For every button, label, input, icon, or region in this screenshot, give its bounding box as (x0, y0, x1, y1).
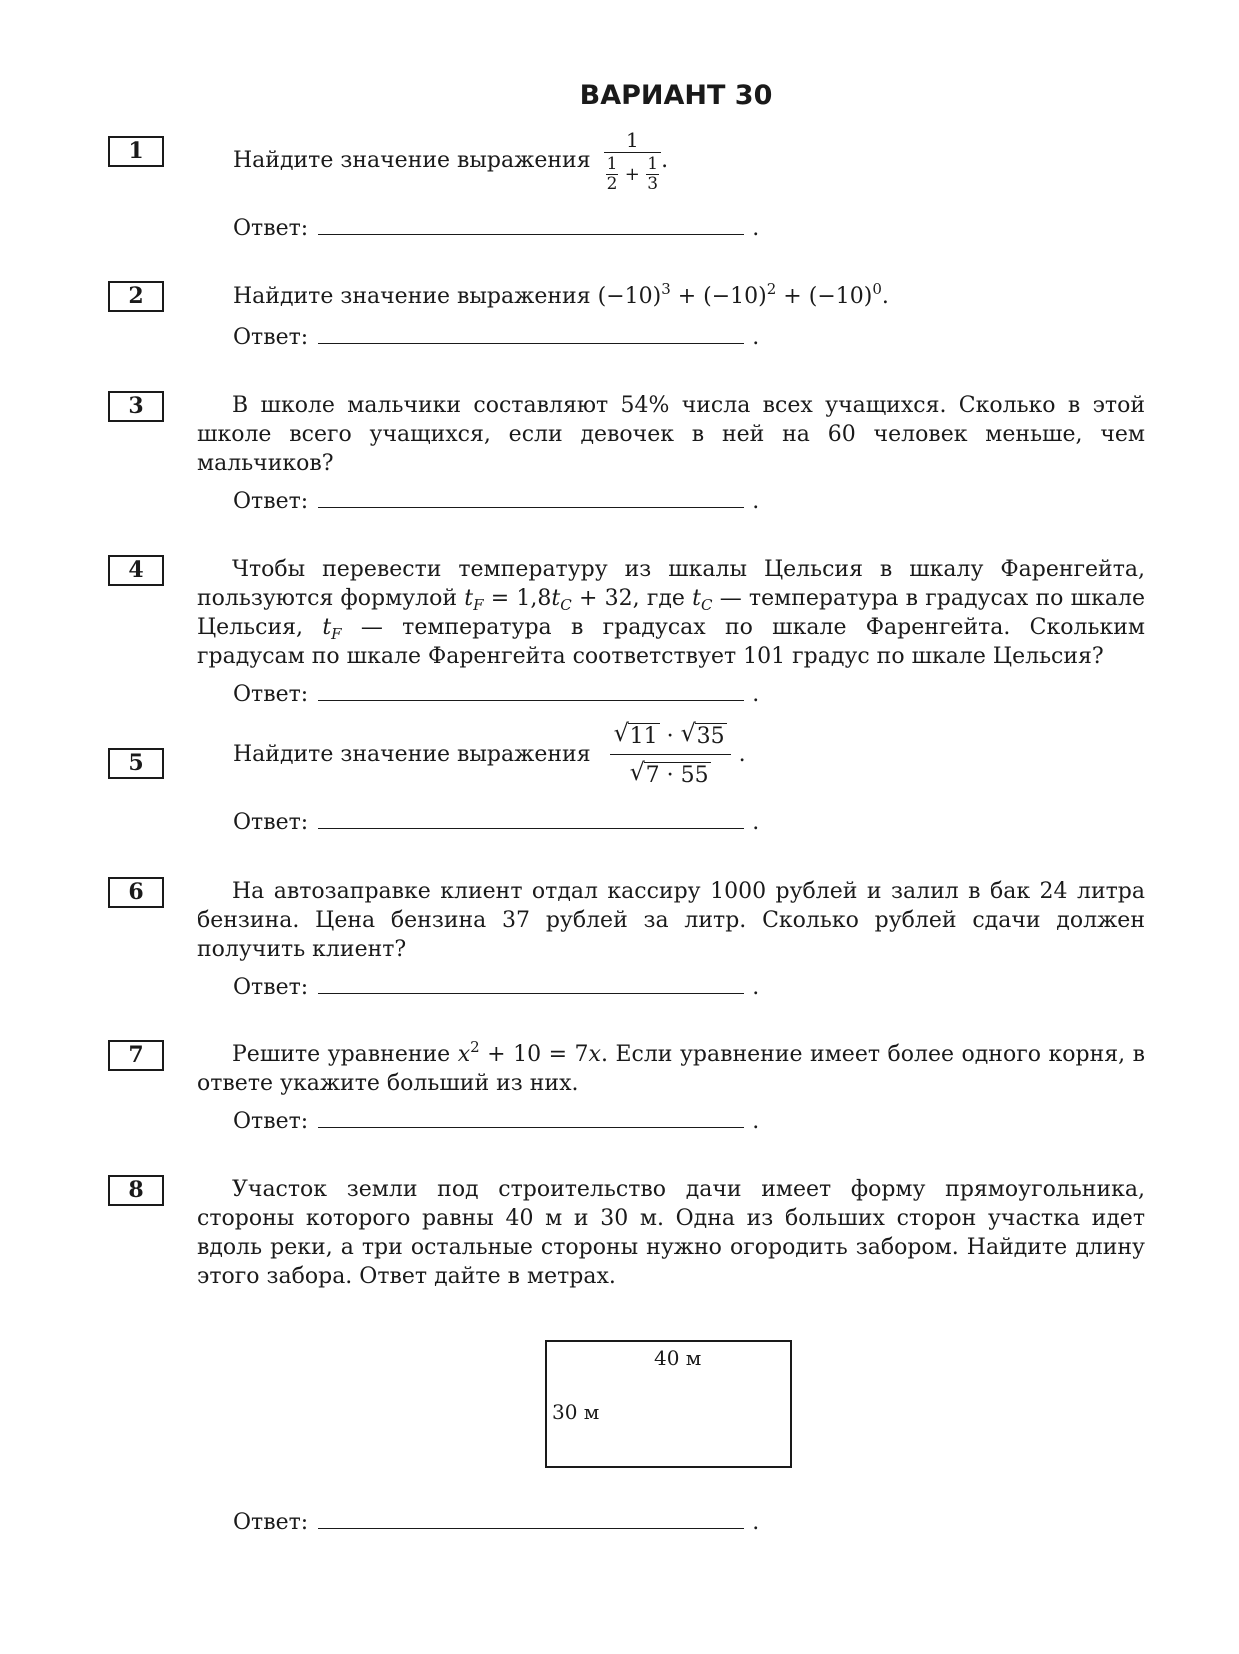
answer-end: . (752, 975, 760, 1000)
task-4-part-2: = 1,8 (483, 586, 552, 611)
task-5-denominator (610, 755, 731, 790)
exp-2: 2 (470, 1038, 480, 1056)
answer-line-5[interactable] (233, 808, 759, 837)
task-1-frac-b (646, 155, 659, 194)
task-5-suffix: . (738, 742, 746, 767)
task-number-8: 8 (108, 1175, 164, 1206)
task-2-prefix: Найдите значение выражения (233, 284, 591, 309)
answer-line-2[interactable] (233, 323, 759, 352)
task-number-6: 6 (108, 877, 164, 908)
answer-end: . (752, 1109, 760, 1134)
radicand-a: 11 (629, 724, 658, 749)
answer-line-4[interactable] (233, 680, 759, 709)
answer-end: . (752, 810, 760, 835)
sqrt-7-55 (629, 758, 711, 790)
task-5-fraction (610, 720, 731, 790)
task-4-part-1: Чтобы перевести температуру из шкалы Цельсия в шкалу Фаренгейта, пользуются формулой (197, 557, 1145, 611)
task-number-3: 3 (108, 391, 164, 422)
sub-f: F (331, 625, 342, 643)
answer-line-8[interactable] (233, 1508, 759, 1537)
answer-label: Ответ: (233, 1510, 309, 1535)
answer-label: Ответ: (233, 1109, 309, 1134)
answer-blank[interactable] (318, 973, 744, 994)
answer-line-3[interactable] (233, 487, 759, 516)
task-2-term-1: (−10) (597, 284, 662, 309)
var-t: t (692, 586, 701, 611)
task-1-prefix: Найдите значение выражения (233, 148, 591, 173)
frac-b-num: 1 (647, 154, 659, 174)
answer-end: . (752, 216, 760, 241)
frac-a-den: 2 (606, 174, 618, 194)
answer-label: Ответ: (233, 489, 309, 514)
task-7-part-3: . Если уравнение имеет более одного корня, в ответе укажите больший из них. (197, 1042, 1145, 1096)
sub-f: F (473, 596, 484, 614)
answer-label: Ответ: (233, 325, 309, 350)
sub-c: C (700, 596, 713, 614)
task-1-fraction (604, 128, 661, 194)
task-2-exp-3: 0 (872, 280, 882, 298)
task-1-numerator: 1 (604, 128, 661, 153)
sqrt-sign-icon: √ (629, 758, 645, 786)
task-number-2: 2 (108, 281, 164, 312)
task-number-5: 5 (108, 748, 164, 779)
frac-a-num: 1 (606, 154, 618, 174)
sqrt-sign-icon: √ (680, 719, 696, 747)
var-t: t (464, 586, 474, 611)
task-2-term-3: + (−10) (776, 284, 873, 309)
task-7-part-2: + 10 = 7 (479, 1042, 589, 1067)
var-x: x (588, 1042, 601, 1067)
answer-line-6[interactable] (233, 973, 759, 1002)
task-5-numerator (610, 720, 731, 755)
task-1-text (233, 128, 668, 194)
plot-rectangle-figure (545, 1340, 792, 1468)
answer-label: Ответ: (233, 682, 309, 707)
multiply-dot: · (659, 724, 681, 749)
task-4-part-5: — температура в градусах по шкале Фаренгейта. Скольким градусам по шкале Фаренгейта соответствует 101 градус по шкале Цельсия? (197, 615, 1145, 669)
answer-end: . (752, 682, 760, 707)
sqrt-sign-icon: √ (613, 719, 629, 747)
task-6-text: На автозаправке клиент отдал кассиру 1000 рублей и залил в бак 24 литра бензина. Цена бензина 37 рублей за литр. Сколько рублей сдачи должен получить клиент? (197, 879, 1145, 962)
answer-label: Ответ: (233, 216, 309, 241)
task-2-term-2: + (−10) (670, 284, 767, 309)
task-2-suffix: . (881, 284, 889, 309)
task-2-exp-1: 3 (661, 280, 671, 298)
page-title: ВАРИАНТ 30 (579, 80, 773, 111)
radicand-b: 35 (696, 724, 725, 749)
answer-line-7[interactable] (233, 1107, 759, 1136)
task-4-part-3: + 32, где (571, 586, 693, 611)
sqrt-11 (613, 719, 660, 751)
answer-blank[interactable] (318, 214, 744, 235)
answer-label: Ответ: (233, 810, 309, 835)
var-t: t (551, 586, 561, 611)
task-1-plus: + (624, 164, 640, 185)
task-number-7: 7 (108, 1040, 164, 1071)
answer-end: . (752, 325, 760, 350)
task-number-4: 4 (108, 555, 164, 586)
answer-blank[interactable] (318, 1508, 744, 1529)
answer-blank[interactable] (318, 808, 744, 829)
sub-c: C (560, 596, 572, 614)
answer-end: . (752, 489, 760, 514)
var-x: x (457, 1042, 471, 1067)
task-7-text (197, 1040, 1145, 1098)
task-7-part-1: Решите уравнение (232, 1042, 458, 1067)
task-4-part-4: — температура в градусах по шкале Цельсия, (197, 586, 1145, 640)
task-4-text (197, 555, 1145, 671)
answer-blank[interactable] (318, 487, 744, 508)
answer-blank[interactable] (318, 323, 744, 344)
answer-line-1[interactable] (233, 214, 759, 243)
task-1-frac-a (606, 155, 619, 194)
frac-b-den: 3 (647, 174, 659, 194)
task-1-denominator (604, 153, 661, 194)
task-3-text: В школе мальчики составляют 54% числа всех учащихся. Сколько в этой школе всего учащихся, если девочек в ней на 60 человек меньше, чем мальчиков? (197, 393, 1145, 476)
task-5-text (233, 720, 746, 790)
task-2-exp-2: 2 (766, 280, 777, 298)
answer-label: Ответ: (233, 975, 309, 1000)
answer-blank[interactable] (318, 680, 744, 701)
task-number-1: 1 (108, 136, 164, 167)
answer-end: . (752, 1510, 760, 1535)
sqrt-35 (680, 719, 727, 751)
radicand-den: 7 · 55 (645, 763, 709, 788)
var-t: t (322, 615, 332, 640)
task-8-text: Участок земли под строительство дачи имеет форму прямоугольника, стороны которого равны 40 м и 30 м. Одна из больших сторон участка идет вдоль реки, а три остальные стороны нужно огородить забором. Найдите длину этого забора. Ответ дайте в метрах. (197, 1177, 1145, 1289)
task-5-prefix: Найдите значение выражения (233, 742, 591, 767)
task-2-text (233, 282, 889, 311)
answer-blank[interactable] (318, 1107, 744, 1128)
figure-label-left: 30 м (552, 1400, 600, 1424)
task-1-suffix: . (661, 148, 669, 173)
figure-label-top: 40 м (654, 1346, 702, 1370)
